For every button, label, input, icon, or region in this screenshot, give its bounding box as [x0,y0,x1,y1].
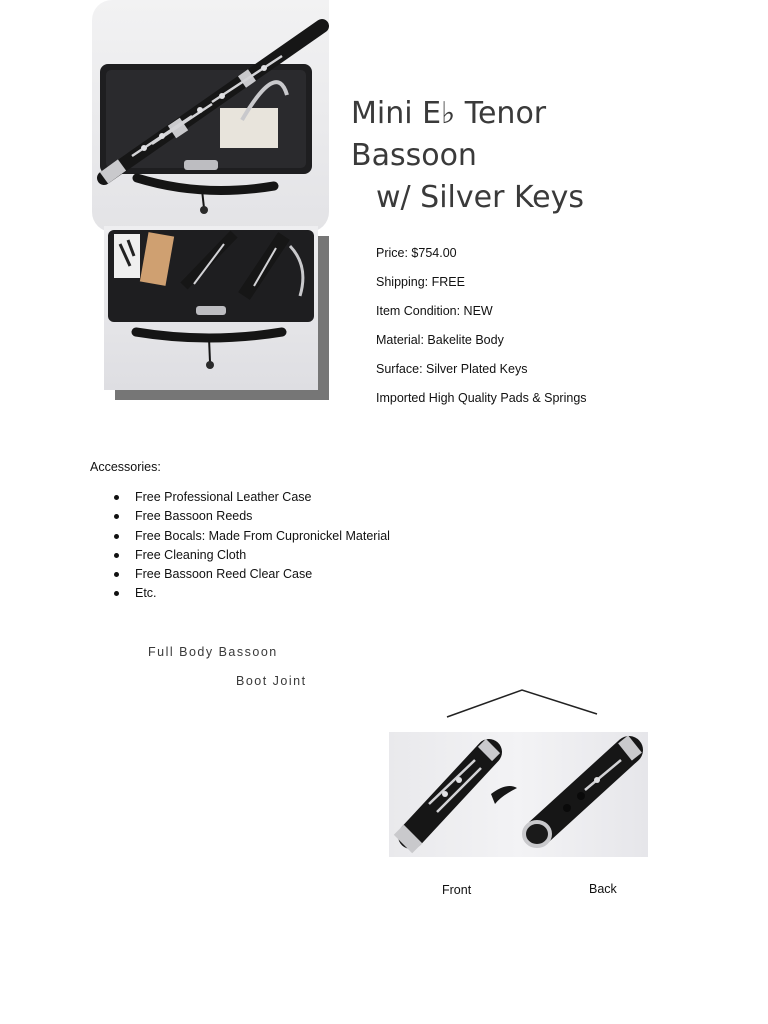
bullet-icon [114,534,119,539]
bracket-line [445,686,601,718]
page-title [351,93,671,219]
bassoon-case-illustration [92,0,329,232]
caption-front: Front [442,883,472,897]
bullet-icon [114,553,119,558]
product-photo-parts [104,226,318,390]
list-item: Free Bassoon Reed Clear Case [114,565,390,584]
list-item: Free Professional Leather Case [114,488,390,507]
list-item: Free Cleaning Cloth [114,546,390,565]
spec-shipping: Shipping: FREE [376,275,465,289]
title-line-1: Mini E♭ Tenor Bassoon [351,96,547,173]
spec-pads: Imported High Quality Pads & Springs [376,391,587,405]
title-line-2: w/ Silver Keys [376,180,584,215]
boot-joint-label: Boot Joint [236,674,307,688]
bullet-icon [114,514,119,519]
bullet-icon [114,591,119,596]
accessories-heading: Accessories: [90,460,161,474]
list-item: Free Bassoon Reeds [114,507,390,526]
accessories-list [114,488,390,604]
spec-surface: Surface: Silver Plated Keys [376,362,528,376]
boot-joint-illustration [389,732,648,857]
spec-price: Price: $754.00 [376,246,457,260]
product-photo-main [92,0,329,232]
list-item: Free Bocals: Made From Cupronickel Material [114,527,390,546]
bullet-icon [114,572,119,577]
caption-back: Back [589,882,617,896]
spec-list [376,239,587,413]
list-item: Etc. [114,584,390,603]
boot-joint-photo [389,732,648,857]
bullet-icon [114,495,119,500]
spec-condition: Item Condition: NEW [376,304,493,318]
bassoon-parts-illustration [104,226,318,390]
full-body-label: Full Body Bassoon [148,645,278,659]
spec-material: Material: Bakelite Body [376,333,504,347]
